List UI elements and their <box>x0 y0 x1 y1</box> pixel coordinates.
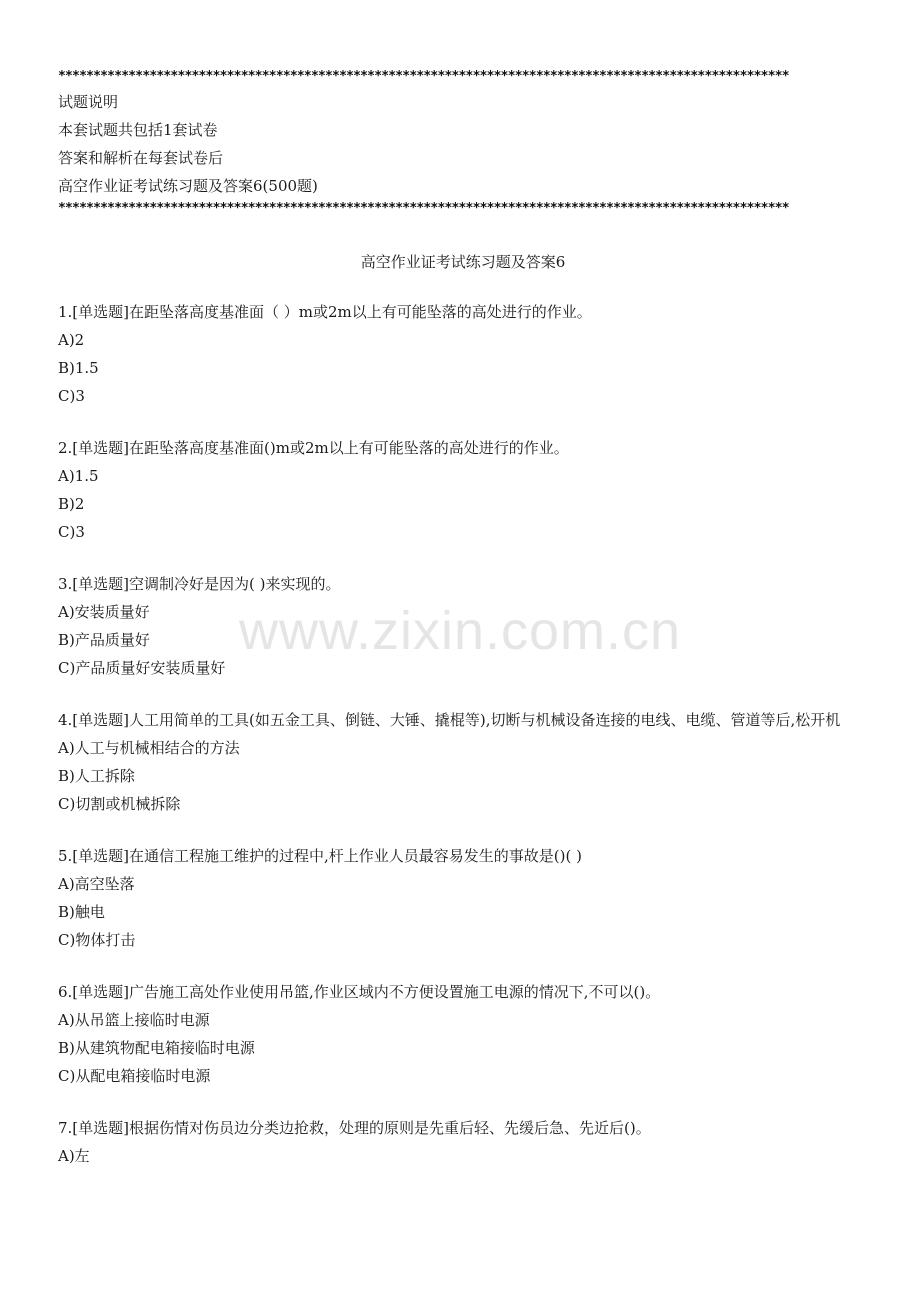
question-text: 4.[单选题]人工用简单的工具(如五金工具、倒链、大锤、撬棍等),切断与机械设备连接的电线、电缆、管道等后,松开机 <box>58 711 841 729</box>
answer-option: A)左 <box>58 1147 90 1165</box>
header-line: 答案和解析在每套试卷后 <box>58 149 224 167</box>
answer-option: B)触电 <box>58 903 105 921</box>
answer-option: C)3 <box>58 387 85 405</box>
answer-option: A)从吊篮上接临时电源 <box>58 1011 210 1029</box>
answer-option: B)产品质量好 <box>58 631 150 649</box>
question-item <box>58 978 868 1090</box>
question-item <box>58 570 868 682</box>
question-item <box>58 434 868 546</box>
answer-option: C)从配电箱接临时电源 <box>58 1067 211 1085</box>
question-item <box>58 842 868 954</box>
question-text: 3.[单选题]空调制冷好是因为( )来实现的。 <box>58 575 341 593</box>
answer-option: B)2 <box>58 495 85 513</box>
watermark: www.zixin.com.cn <box>238 601 682 661</box>
answer-option: C)产品质量好安装质量好 <box>58 659 226 677</box>
answer-option: A)高空坠落 <box>58 875 135 893</box>
question-text: 7.[单选题]根据伤情对伤员边分类边抢救，处理的原则是先重后轻、先缓后急、先近后()。 <box>58 1119 651 1137</box>
answer-option: C)3 <box>58 523 85 541</box>
header-line: 本套试题共包括1套试卷 <box>58 121 218 139</box>
answer-option: A)人工与机械相结合的方法 <box>58 739 240 757</box>
document-page <box>58 68 868 1194</box>
question-text: 6.[单选题]广告施工高处作业使用吊篮,作业区域内不方便设置施工电源的情况下,不可以()。 <box>58 983 661 1001</box>
document-title: 高空作业证考试练习题及答案6 <box>360 253 566 271</box>
answer-option: B)1.5 <box>58 359 99 377</box>
answer-option: A)安装质量好 <box>58 603 150 621</box>
answer-option: B)人工拆除 <box>58 767 135 785</box>
header-line: 试题说明 <box>58 93 119 111</box>
header-line: 高空作业证考试练习题及答案6(500题) <box>58 177 318 195</box>
question-text: 2.[单选题]在距坠落高度基准面()m或2m以上有可能坠落的高处进行的作业。 <box>58 439 569 457</box>
answer-option: A)2 <box>58 331 85 349</box>
question-text: 1.[单选题]在距坠落高度基准面（ ）m或2m以上有可能坠落的高处进行的作业。 <box>58 303 592 321</box>
answer-option: A)1.5 <box>58 467 99 485</box>
question-item <box>58 298 868 410</box>
separator-top: ******************************************************************************************************** <box>58 69 789 84</box>
question-text: 5.[单选题]在通信工程施工维护的过程中,杆上作业人员最容易发生的事故是()( ) <box>58 847 582 865</box>
question-item <box>58 1114 868 1170</box>
answer-option: B)从建筑物配电箱接临时电源 <box>58 1039 255 1057</box>
answer-option: C)切割或机械拆除 <box>58 795 181 813</box>
answer-option: C)物体打击 <box>58 931 136 949</box>
header-block <box>58 88 868 200</box>
question-item <box>58 706 868 818</box>
separator-bottom: ******************************************************************************************************** <box>58 201 789 216</box>
